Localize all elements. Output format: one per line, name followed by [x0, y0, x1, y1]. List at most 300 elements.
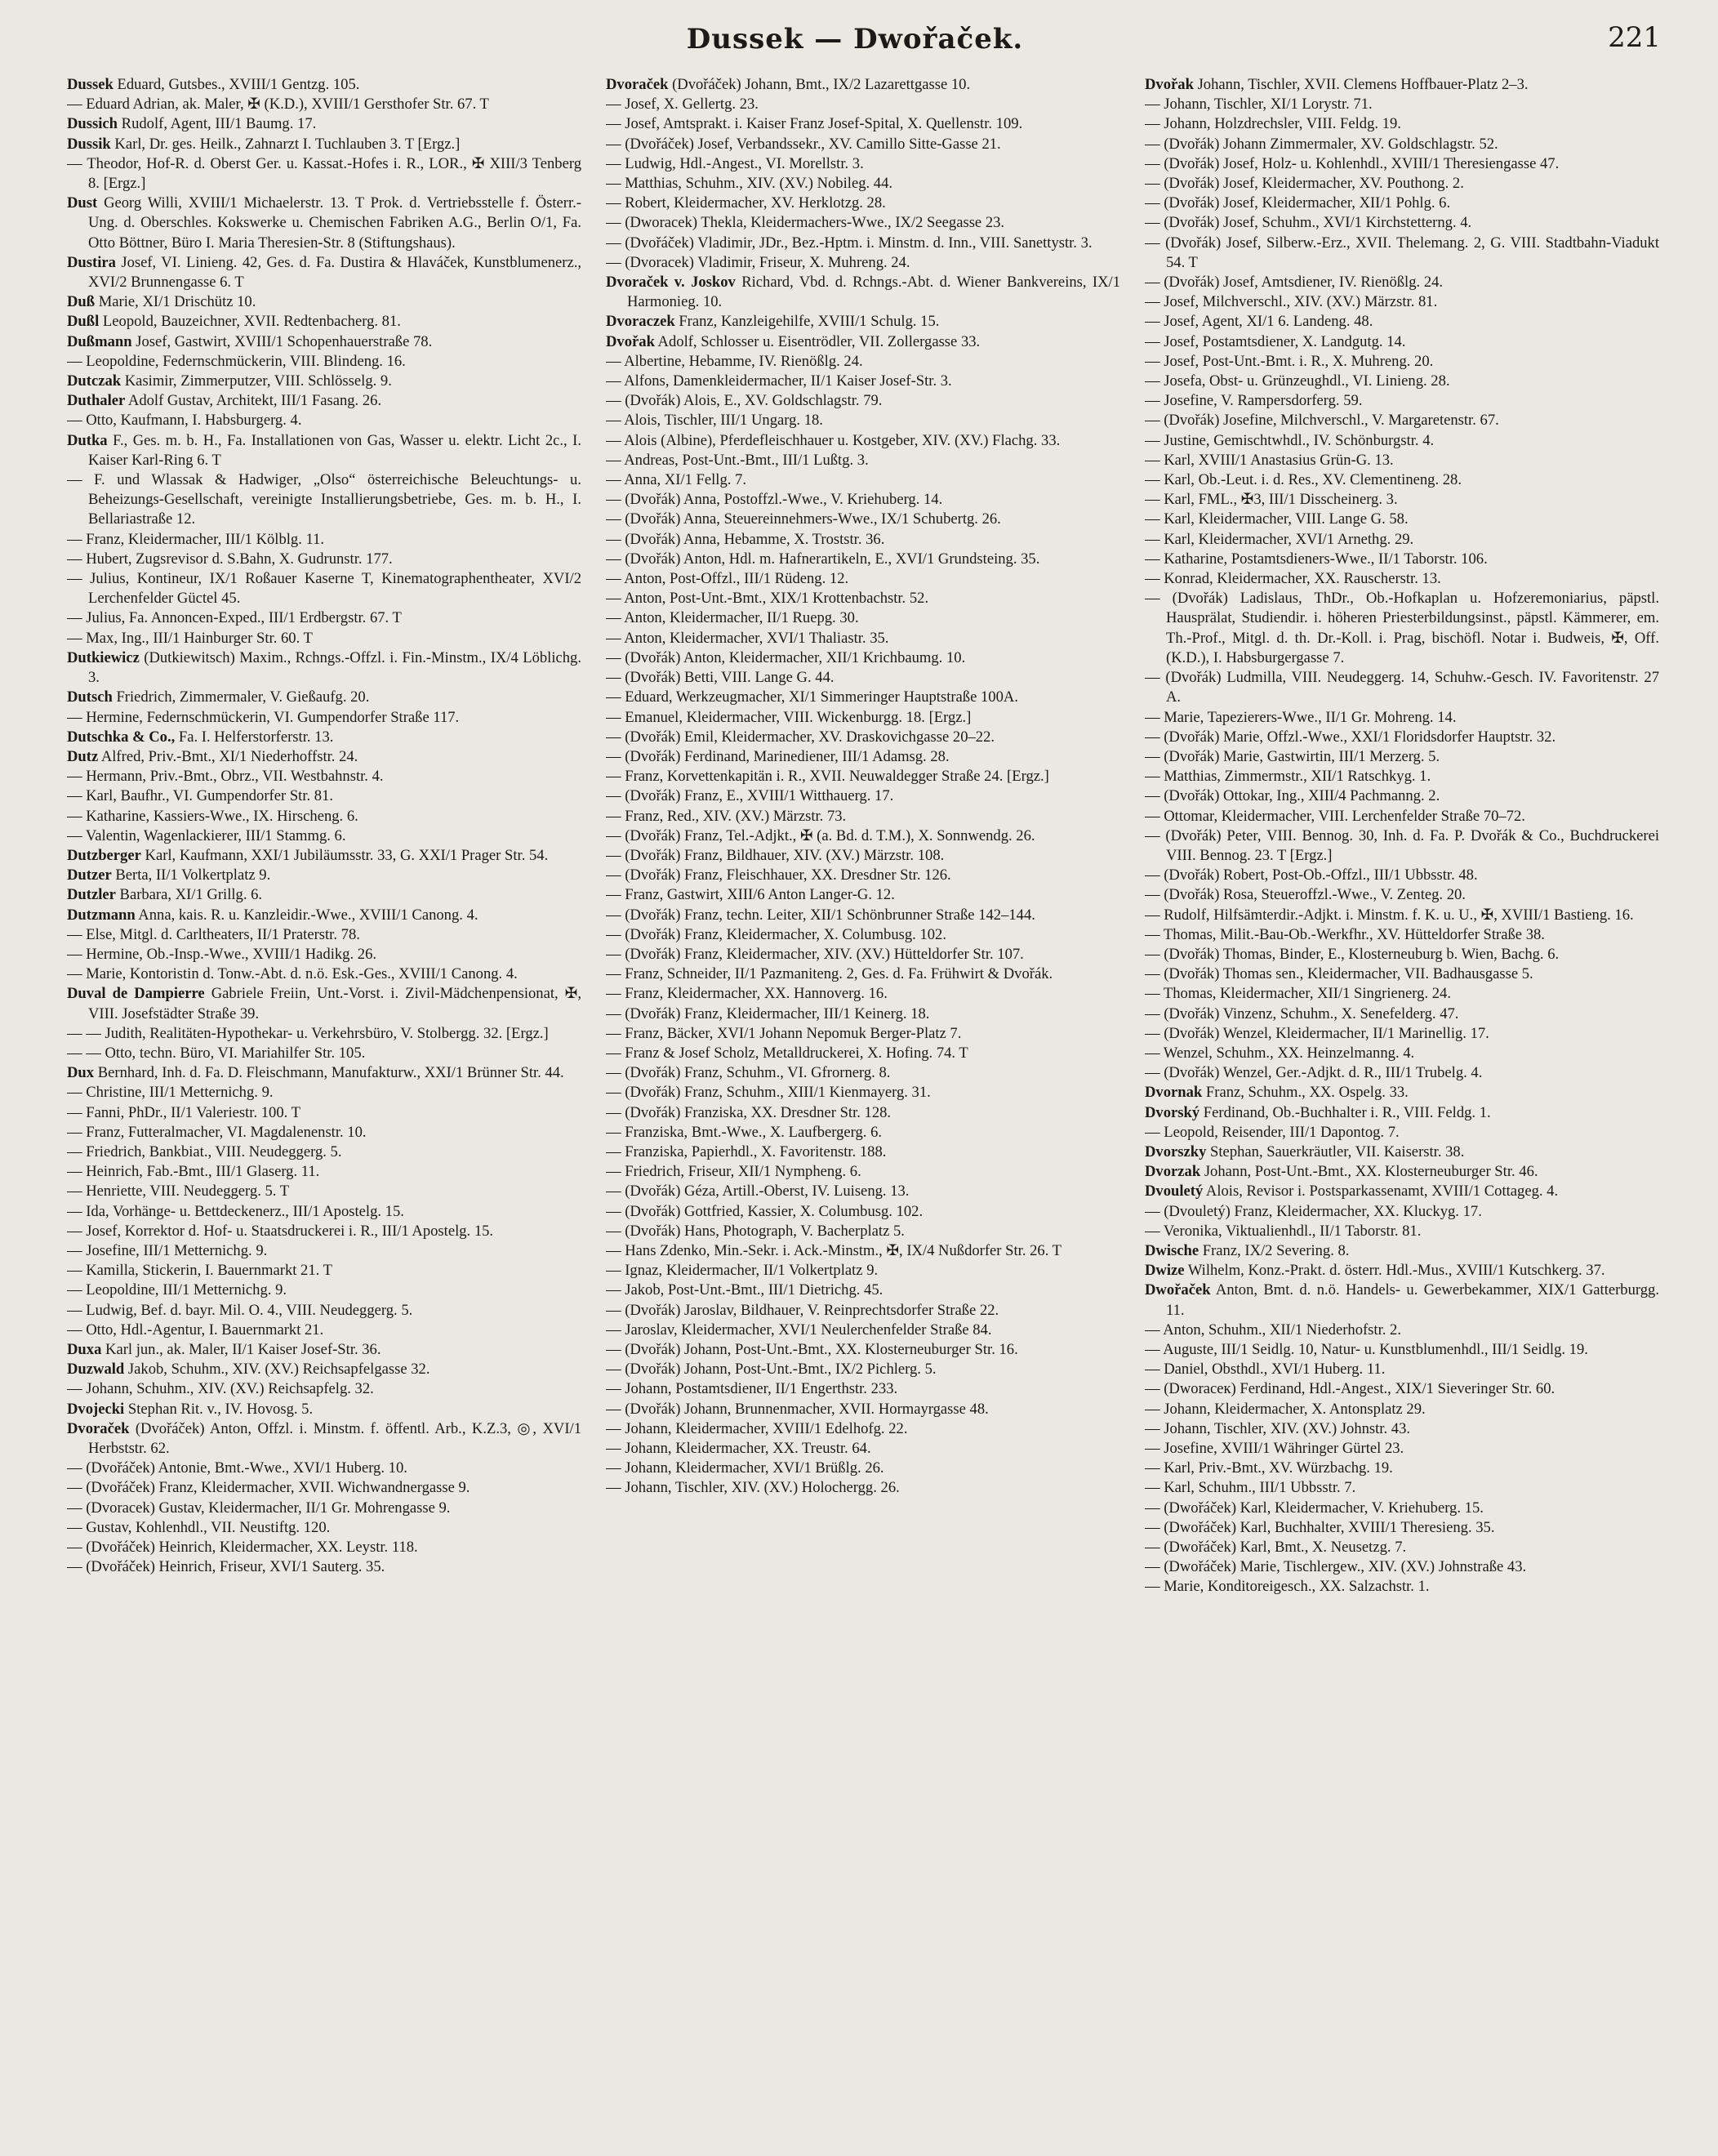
entry-details: — Johann, Kleidermacher, XX. Treustr. 64.: [606, 1440, 871, 1458]
entry-surname: Dutzler: [67, 886, 116, 904]
directory-entry: [606, 391, 1120, 411]
directory-entry: [67, 648, 581, 688]
entry-details: — (Dworacek) Thekla, Kleidermachers-Wwe., IX/2 Seegasse 23.: [606, 214, 1005, 232]
entry-details: — Hans Zdenko, Min.-Sekr. i. Ack.-Minstm., ✠, IX/4 Nußdorfer Str. 26. T: [606, 1241, 1062, 1259]
directory-entry: [606, 1301, 1120, 1321]
entry-details: — F. und Wlassak & Hadwiger, „Olso“ österreichische Beleuchtungs- u. Beheizungs-Gesellschaft, vereinigte Installierungsbetriebe, Ges. m. b. H., I. Bellariastraße 12.: [67, 471, 581, 528]
directory-entry: [606, 1281, 1120, 1300]
entry-details: — Thomas, Kleidermacher, XII/1 Singrienerg. 24.: [1145, 985, 1451, 1003]
directory-entry: [1145, 154, 1659, 174]
entry-details: — (Dwořáček) Marie, Tischlergew., XIV. (XV.) Johnstraße 43.: [1145, 1558, 1527, 1576]
directory-entry: [606, 925, 1120, 945]
entry-details: — (Dwořáček) Karl, Bmt., X. Neusetzg. 7.: [1145, 1539, 1407, 1557]
entry-details: — Alfons, Damenkleidermacher, II/1 Kaiser Josef-Str. 3.: [606, 372, 952, 390]
entry-details: — Hermann, Priv.-Bmt., Obrz., VII. Westbahnstr. 4.: [67, 768, 384, 786]
directory-entry: [67, 352, 581, 372]
directory-entry: [1145, 786, 1659, 806]
directory-entry: [1145, 708, 1659, 728]
directory-entry: [606, 885, 1120, 905]
entry-details: Anton, Bmt. d. n.ö. Handels- u. Gewerbekammer, XIX/1 Gatterburgg. 11.: [1166, 1281, 1659, 1319]
entry-details: — (Dvořák) Ottokar, Ing., XIII/4 Pachmanng. 2.: [1145, 787, 1440, 805]
entry-surname: Dux: [67, 1064, 95, 1082]
directory-entry: [606, 648, 1120, 668]
entry-surname: Dvouletý: [1145, 1183, 1204, 1200]
entry-details: — Theodor, Hof-R. d. Oberst Ger. u. Kassat.-Hofes i. R., LOR., ✠ XIII/3 Tenberg 8. [Ergz.]: [67, 154, 581, 193]
directory-columns: [67, 75, 1659, 2123]
entry-details: — (Dvořák) Thomas sen., Kleidermacher, VII. Badhausgasse 5.: [1145, 965, 1533, 983]
directory-entry: [606, 451, 1120, 470]
directory-entry: [1145, 1222, 1659, 1241]
directory-entry: [1145, 1103, 1659, 1123]
entry-details: — (Dvouletý) Franz, Kleidermacher, XX. Kluckyg. 17.: [1145, 1202, 1482, 1220]
directory-entry: [1145, 510, 1659, 529]
directory-entry: [606, 589, 1120, 608]
entry-details: — (Dvořák) Josef, Kleidermacher, XV. Pouthong. 2.: [1145, 175, 1464, 193]
entry-details: — Ottomar, Kleidermacher, VIII. Lerchenfelder Straße 70–72.: [1145, 807, 1525, 825]
entry-details: — (Dvořák) Betti, VIII. Lange G. 44.: [606, 669, 835, 687]
entry-details: — Marie, Konditoreigesch., XX. Salzachstr. 1.: [1145, 1578, 1430, 1596]
directory-entry: [606, 510, 1120, 529]
entry-details: — (Dvořák) Géza, Artill.-Oberst, IV. Luiseng. 13.: [606, 1183, 910, 1200]
entry-details: — (Dvořák) Franz, Schuhm., XIII/1 Kienmayerg. 31.: [606, 1084, 931, 1102]
entry-details: — (Dvořák) Franz, Fleischhauer, XX. Dresdner Str. 126.: [606, 866, 951, 884]
directory-entry: [67, 372, 581, 391]
directory-entry: [67, 135, 581, 154]
entry-details: — Otto, Kaufmann, I. Habsburgerg. 4.: [67, 412, 302, 430]
directory-entry: [67, 1261, 581, 1281]
directory-entry: [606, 1202, 1120, 1222]
entry-details: — (Dvoracek) Vladimir, Friseur, X. Muhreng. 24.: [606, 253, 910, 271]
directory-entry: [606, 668, 1120, 688]
entry-surname: Dwize: [1145, 1262, 1185, 1280]
entry-surname: Duzwald: [67, 1361, 125, 1379]
directory-entry: [606, 352, 1120, 372]
entry-details: (Dvořáček) Johann, Bmt., IX/2 Lazarettgasse 10.: [668, 76, 971, 93]
entry-details: — Franz, Red., XIV. (XV.) Märzstr. 73.: [606, 807, 847, 825]
directory-entry: [1145, 906, 1659, 925]
directory-entry: [1145, 1321, 1659, 1340]
entry-details: — (Dvořák) Franziska, XX. Dresdner Str. 128.: [606, 1103, 892, 1121]
directory-entry: [606, 550, 1120, 569]
directory-entry: [1145, 292, 1659, 312]
directory-entry: [606, 154, 1120, 174]
entry-details: — (Dvořák) Josef, Holz- u. Kohlenhdl., XVIII/1 Theresiengasse 47.: [1145, 154, 1560, 172]
directory-entry: [606, 708, 1120, 728]
entry-details: Franz, IX/2 Severing. 8.: [1199, 1241, 1350, 1259]
entry-details: — (Dvořák) Hans, Photograph, V. Bacherplatz 5.: [606, 1222, 905, 1240]
entry-details: — Ignaz, Kleidermacher, II/1 Volkertplatz 9.: [606, 1262, 879, 1280]
directory-entry: [67, 1222, 581, 1241]
entry-details: — (Dvořák) Anna, Postoffzl.-Wwe., V. Kriehuberg. 14.: [606, 491, 943, 509]
entry-details: — Heinrich, Fab.-Bmt., III/1 Glaserg. 11.: [67, 1163, 320, 1181]
entry-details: Alois, Revisor i. Postsparkassenamt, XVIII/1 Cottageg. 4.: [1203, 1183, 1559, 1200]
directory-entry: [67, 1182, 581, 1201]
directory-entry: [1145, 826, 1659, 866]
running-title: Dussek — Dwořaček.: [686, 23, 1024, 56]
entry-surname: Dvornak: [1145, 1084, 1203, 1102]
entry-details: — (Dvořák) Franz, Bildhauer, XIV. (XV.) Märzstr. 108.: [606, 846, 945, 864]
directory-entry: [67, 1301, 581, 1321]
directory-entry: [67, 1518, 581, 1538]
entry-details: — Ludwig, Bef. d. bayr. Mil. O. 4., VIII. Neudeggerg. 5.: [67, 1301, 413, 1319]
directory-entry: [67, 1360, 581, 1379]
entry-details: — Fanni, PhDr., II/1 Valeriestr. 100. T: [67, 1103, 300, 1121]
entry-details: — (Dvořák) Vinzenz, Schuhm., X. Senefelderg. 47.: [1145, 1004, 1459, 1022]
directory-entry: [606, 747, 1120, 767]
entry-surname: Duval de Dampierre: [67, 985, 205, 1003]
directory-entry: [606, 312, 1120, 332]
entry-details: — (Dvořáček) Josef, Verbandssekr., XV. Camillo Sitte-Gasse 21.: [606, 135, 1001, 153]
entry-surname: Dutsch: [67, 688, 113, 706]
directory-entry: [1145, 1340, 1659, 1360]
entry-details: — (Dvořák) Josef, Schuhm., XVI/1 Kirchstetterng. 4.: [1145, 214, 1472, 232]
entry-details: — Jaroslav, Kleidermacher, XVI/1 Neulerchenfelder Straße 84.: [606, 1321, 992, 1339]
directory-entry: [606, 1321, 1120, 1340]
directory-entry: [606, 332, 1120, 352]
entry-details: Gabriele Freiin, Unt.-Vorst. i. Zivil-Mädchenpensionat, ✠, VIII. Josefstädter Straße 39.: [88, 985, 581, 1022]
entry-surname: Dutkiewicz: [67, 648, 140, 666]
directory-entry: [606, 194, 1120, 213]
directory-entry: [606, 1162, 1120, 1182]
entry-surname: Dutczak: [67, 372, 122, 390]
entry-details: — Eduard Adrian, ak. Maler, ✠ (K.D.), XVIII/1 Gersthofer Str. 67. T: [67, 96, 489, 114]
entry-details: — (Dvořáček) Franz, Kleidermacher, XVII. Wichwandnergasse 9.: [67, 1479, 470, 1497]
directory-entry: [606, 490, 1120, 510]
directory-entry: [1145, 589, 1659, 668]
directory-entry: [67, 1241, 581, 1261]
entry-details: — (Dvořák) Ludmilla, VIII. Neudeggerg. 14, Schuhw.-Gesch. IV. Favoritenstr. 27 A.: [1145, 669, 1659, 706]
entry-details: Adolf, Schlosser u. Eisentrödler, VII. Zollergasse 33.: [654, 332, 981, 350]
entry-details: — Marie, Kontoristin d. Tonw.-Abt. d. n.ö. Esk.-Ges., XVIII/1 Canong. 4.: [67, 965, 518, 983]
entry-details: Alfred, Priv.-Bmt., XI/1 Niederhoffstr. 24.: [98, 747, 358, 765]
directory-entry: [606, 1083, 1120, 1102]
entry-details: Leopold, Bauzeichner, XVII. Redtenbacherg. 81.: [99, 313, 401, 331]
directory-entry: [1145, 1459, 1659, 1478]
entry-details: — Ida, Vorhänge- u. Bettdeckenerz., III/1 Apostelg. 15.: [67, 1202, 404, 1220]
entry-details: Jakob, Schuhm., XIV. (XV.) Reichsapfelgasse 32.: [124, 1361, 430, 1379]
directory-entry: [1145, 1083, 1659, 1102]
directory-entry: [67, 1123, 581, 1143]
directory-entry: [1145, 1360, 1659, 1379]
entry-details: — Franz, Korvettenkapitän i. R., XVII. Neuwaldegger Straße 24. [Ergz.]: [606, 768, 1049, 786]
entry-details: — Karl, FML., ✠3, III/1 Disscheinerg. 3.: [1145, 491, 1398, 509]
directory-entry: [67, 292, 581, 312]
entry-surname: Dussich: [67, 115, 118, 133]
entry-details: — Rudolf, Hilfsämterdir.-Adjkt. i. Minstm. f. K. u. U., ✠, XVIII/1 Bastieng. 16.: [1145, 906, 1634, 924]
entry-details: — (Dworaceк) Ferdinand, Hdl.-Angest., XIX/1 Sieveringer Str. 60.: [1145, 1380, 1556, 1398]
entry-details: — Josef, Post-Unt.-Bmt. i. R., X. Muhreng. 20.: [1145, 352, 1434, 370]
directory-entry: [1145, 1538, 1659, 1557]
entry-details: — (Dvořák) Franz, Schuhm., VI. Gfrornerg. 8.: [606, 1064, 891, 1082]
entry-details: — Leopoldine, Federnschmückerin, VIII. Blindeng. 16.: [67, 352, 406, 370]
directory-entry: [67, 194, 581, 253]
directory-entry: [67, 1499, 581, 1518]
entry-details: Karl, Dr. ges. Heilk., Zahnarzt I. Tuchlauben 3. T [Ergz.]: [110, 135, 461, 153]
entry-details: — — Otto, techn. Büro, VI. Mariahilfer Str. 105.: [67, 1044, 366, 1062]
entry-details: Barbara, XI/1 Grillg. 6.: [115, 886, 263, 904]
directory-entry: [606, 1024, 1120, 1044]
entry-details: — Josef, Postamtsdiener, X. Landgutg. 14.: [1145, 332, 1406, 350]
entry-details: — Johann, Schuhm., XIV. (XV.) Reichsapfelg. 32.: [67, 1380, 374, 1398]
entry-details: — (Dvořáček) Heinrich, Friseur, XVI/1 Sauterg. 35.: [67, 1558, 385, 1576]
entry-details: — (Dvoracek) Gustav, Kleidermacher, II/1 Gr. Mohrengasse 9.: [67, 1499, 451, 1517]
entry-surname: Dvořak: [606, 332, 655, 350]
entry-surname: Dvoraczek: [606, 313, 675, 331]
directory-entry: [1145, 391, 1659, 411]
directory-entry: [606, 1459, 1120, 1478]
directory-entry: [67, 885, 581, 905]
entry-details: — Robert, Kleidermacher, XV. Herklotzg. 28.: [606, 194, 886, 212]
directory-entry: [1145, 747, 1659, 767]
directory-entry: [606, 1222, 1120, 1241]
directory-entry: [606, 984, 1120, 1004]
directory-entry: [1145, 1439, 1659, 1459]
directory-entry: [606, 964, 1120, 984]
entry-details: — Jakob, Post-Unt.-Bmt., III/1 Dietrichg. 45.: [606, 1281, 883, 1299]
directory-entry: [606, 1439, 1120, 1459]
entry-details: — Else, Mitgl. d. Carltheaters, II/1 Praterstr. 78.: [67, 925, 360, 943]
directory-entry: [1145, 984, 1659, 1004]
entry-details: — (Dvořák) Johann, Post-Unt.-Bmt., XX. Klosterneuburger Str. 16.: [606, 1341, 1018, 1358]
directory-entry: [67, 1340, 581, 1360]
directory-entry: [67, 866, 581, 885]
directory-entry: [606, 213, 1120, 233]
entry-details: Eduard, Gutsbes., XVIII/1 Gentzg. 105.: [113, 76, 360, 93]
directory-entry: [1145, 807, 1659, 826]
entry-surname: Dvojecki: [67, 1400, 125, 1418]
entry-details: Franz, Schuhm., XX. Ospelg. 33.: [1202, 1084, 1409, 1102]
entry-details: — (Dvořák) Anton, Kleidermacher, XII/1 Krichbaumg. 10.: [606, 648, 966, 666]
entry-details: — Franziska, Bmt.-Wwe., X. Laufbergerg. 6.: [606, 1123, 883, 1141]
directory-entry: [67, 608, 581, 628]
entry-details: — Anna, XI/1 Fellg. 7.: [606, 471, 746, 489]
entry-details: — Johann, Holzdrechsler, VIII. Feldg. 19.: [1145, 115, 1401, 133]
entry-details: — (Dvořák) Anton, Hdl. m. Hafnerartikeln, E., XVI/1 Grundsteing. 35.: [606, 550, 1040, 568]
directory-entry: [67, 1459, 581, 1478]
entry-details: (Dvořáček) Anton, Offzl. i. Minstm. f. öffentl. Arb., K.Z.3, ◎, XVI/1 Herbststr. 62.: [88, 1419, 581, 1458]
directory-entry: [606, 530, 1120, 550]
entry-details: — (Dvořák) Marie, Gastwirtin, III/1 Merzerg. 5.: [1145, 747, 1440, 765]
entry-details: — Hermine, Ob.-Insp.-Wwe., XVIII/1 Hadikg. 26.: [67, 945, 377, 963]
entry-details: Georg Willi, XVIII/1 Michaelerstr. 13. T Prok. d. Vertriebsstelle f. Österr.-Ung. d. Oberschles. Kokswerke u. Chemischen Fabriken A.G., Berlin O/1, Fa. Otto Böttner, Büro I. Maria Theresien-Str. 8 (Stiftungshaus).: [88, 194, 581, 252]
column-left: [67, 75, 581, 2123]
entry-surname: Dutz: [67, 747, 99, 765]
directory-entry: [606, 1182, 1120, 1201]
entry-details: — Karl, Priv.-Bmt., XV. Würzbachg. 19.: [1145, 1459, 1393, 1477]
entry-details: Stephan, Sauerkräutler, VII. Kaiserstr. 38.: [1206, 1143, 1465, 1160]
entry-details: — Karl, Baufhr., VI. Gumpendorfer Str. 81.: [67, 787, 334, 805]
entry-details: — Wenzel, Schuhm., XX. Heinzelmanng. 4.: [1145, 1044, 1415, 1062]
entry-details: — Johann, Kleidermacher, XVI/1 Brüßlg. 26.: [606, 1459, 884, 1477]
entry-details: — Julius, Kontineur, IX/1 Roßauer Kaserne T, Kinematographentheater, XVI/2 Lerchenfelder Güctel 45.: [67, 570, 581, 608]
directory-entry: [67, 1400, 581, 1419]
entry-details: — Friedrich, Bankbiat., VIII. Neudeggerg. 5.: [67, 1143, 342, 1160]
entry-details: — (Dvořák) Thomas, Binder, E., Klosterneuburg b. Wien, Bachg. 6.: [1145, 945, 1560, 963]
entry-details: — Marie, Tapezierers-Wwe., II/1 Gr. Mohreng. 14.: [1145, 708, 1457, 726]
entry-surname: Dutzer: [67, 866, 112, 884]
directory-entry: [67, 747, 581, 767]
directory-entry: [606, 114, 1120, 134]
entry-details: F., Ges. m. b. H., Fa. Installationen von Gas, Wasser u. elektr. Licht 2c., I. Kaiser Karl-Ring 6. T: [88, 431, 581, 469]
directory-entry: [1145, 767, 1659, 786]
entry-details: — (Dvořák) Josef, Silberw.-Erz., XVII. Thelemang. 2, G. VIII. Stadtbahn-Viadukt 54. T: [1145, 234, 1659, 271]
directory-entry: [67, 846, 581, 866]
entry-details: Marie, XI/1 Drischütz 10.: [95, 293, 256, 311]
entry-surname: Dvoraček: [606, 76, 669, 93]
entry-details: — Henriette, VIII. Neudeggerg. 5. T: [67, 1183, 290, 1200]
entry-details: — Friedrich, Friseur, XII/1 Nympheng. 6.: [606, 1163, 861, 1181]
directory-entry: [67, 688, 581, 707]
entry-details: — (Dvořáček) Vladimir, JDr., Bez.-Hptm. i. Minstm. d. Inn., VIII. Sanettystr. 3.: [606, 234, 1093, 252]
entry-details: — Konrad, Kleidermacher, XX. Rauscherstr. 13.: [1145, 570, 1441, 588]
directory-entry: [1145, 945, 1659, 964]
entry-details: — Anton, Schuhm., XII/1 Niederhofstr. 2.: [1145, 1321, 1401, 1339]
entry-details: — Franz, Futteralmacher, VI. Magdalenenstr. 10.: [67, 1123, 367, 1141]
entry-details: — Franz, Kleidermacher, XX. Hannoverg. 16.: [606, 985, 888, 1003]
directory-entry: [1145, 451, 1659, 470]
entry-details: — (Dvořák) Gottfried, Kassier, X. Columbusg. 102.: [606, 1202, 924, 1220]
directory-entry: [67, 470, 581, 530]
directory-entry: [1145, 114, 1659, 134]
directory-entry: [67, 1024, 581, 1044]
directory-entry: [67, 1538, 581, 1557]
directory-entry: [606, 945, 1120, 964]
entry-details: — (Dvořák) Franz, Tel.-Adjkt., ✠ (a. Bd. d. T.M.), X. Sonnwendg. 26.: [606, 826, 1035, 844]
directory-entry: [67, 1063, 581, 1083]
entry-details: Johann, Post-Unt.-Bmt., XX. Klosterneuburger Str. 46.: [1200, 1163, 1538, 1181]
entry-details: — Emanuel, Kleidermacher, VIII. Wickenburgg. 18. [Ergz.]: [606, 708, 972, 726]
directory-entry: [1145, 1162, 1659, 1182]
entry-details: — (Dwořáček) Karl, Kleidermacher, V. Kriehuberg. 15.: [1145, 1499, 1484, 1517]
directory-entry: [1145, 1241, 1659, 1261]
entry-details: — (Dvořák) Josefine, Milchverschl., V. Margaretenstr. 67.: [1145, 412, 1499, 430]
directory-entry: [67, 391, 581, 411]
directory-entry: [1145, 550, 1659, 569]
directory-entry: [606, 688, 1120, 707]
directory-entry: [1145, 1044, 1659, 1063]
directory-entry: [606, 629, 1120, 648]
directory-entry: [606, 1261, 1120, 1281]
page-header: [49, 18, 1661, 67]
directory-entry: [606, 1063, 1120, 1083]
directory-entry: [606, 95, 1120, 114]
entry-details: — Johann, Tischler, XIV. (XV.) Johnstr. 43.: [1145, 1419, 1411, 1437]
entry-details: — (Dvořák) Josef, Kleidermacher, XII/1 Pohlg. 6.: [1145, 194, 1451, 212]
directory-entry: [1145, 174, 1659, 194]
entry-details: — Josefine, III/1 Metternichg. 9.: [67, 1241, 268, 1259]
directory-entry: [67, 1143, 581, 1162]
entry-surname: Dvoraček: [67, 1419, 130, 1437]
directory-entry: [1145, 728, 1659, 747]
entry-details: — Johann, Kleidermacher, XVIII/1 Edelhofg. 22.: [606, 1419, 908, 1437]
directory-entry: [1145, 1063, 1659, 1083]
directory-entry: [606, 786, 1120, 806]
directory-entry: [1145, 411, 1659, 430]
directory-entry: [606, 1360, 1120, 1379]
directory-entry: [1145, 1202, 1659, 1222]
entry-details: — — Judith, Realitäten-Hypothekar- u. Verkehrsbüro, V. Stolbergg. 32. [Ergz.]: [67, 1024, 549, 1042]
directory-entry: [1145, 1143, 1659, 1162]
directory-entry: [606, 1004, 1120, 1024]
entry-details: — (Dvořák) Jaroslav, Bildhauer, V. Reinprechtsdorfer Straße 22.: [606, 1301, 999, 1319]
entry-details: — (Dvořáček) Heinrich, Kleidermacher, XX. Leystr. 118.: [67, 1539, 418, 1557]
directory-entry: [1145, 1419, 1659, 1439]
directory-entry: [1145, 1518, 1659, 1538]
directory-entry: [67, 807, 581, 826]
entry-details: — Matthias, Schuhm., XIV. (XV.) Nobileg. 44.: [606, 175, 893, 193]
directory-entry: [1145, 1478, 1659, 1498]
entry-surname: Dußl: [67, 313, 100, 331]
directory-entry: [606, 273, 1120, 312]
directory-entry: [67, 114, 581, 134]
entry-details: — (Dvořák) Johann, Brunnenmacher, XVII. Hormayrgasse 48.: [606, 1400, 989, 1418]
entry-details: — Josef, Korrektor d. Hof- u. Staatsdruckerei i. R., III/1 Apostelg. 15.: [67, 1222, 494, 1240]
directory-entry: [606, 826, 1120, 846]
directory-entry: [67, 530, 581, 550]
entry-details: — Anton, Kleidermacher, II/1 Ruepg. 30.: [606, 609, 859, 627]
entry-surname: Duxa: [67, 1341, 102, 1358]
entry-surname: Duthaler: [67, 392, 126, 410]
entry-details: — Matthias, Zimmermstr., XII/1 Ratschkyg. 1.: [1145, 768, 1431, 786]
entry-details: Karl jun., ak. Maler, II/1 Kaiser Josef-Str. 36.: [101, 1341, 381, 1358]
directory-entry: [67, 964, 581, 984]
directory-entry: [1145, 1400, 1659, 1419]
directory-entry: [1145, 490, 1659, 510]
entry-details: — Karl, Schuhm., III/1 Ubbsstr. 7.: [1145, 1479, 1356, 1497]
directory-entry: [606, 866, 1120, 885]
entry-details: — Josefa, Obst- u. Grünzeughdl., VI. Linieng. 28.: [1145, 372, 1450, 390]
entry-details: (Dutkiewitsch) Maxim., Rchngs.-Offzl. i. Fin.-Minstm., IX/4 Löblichg. 3.: [88, 648, 581, 687]
directory-entry: [67, 1419, 581, 1459]
directory-entry: [606, 135, 1120, 154]
entry-details: — Valentin, Wagenlackierer, III/1 Stammg. 6.: [67, 826, 346, 844]
entry-surname: Dussek: [67, 76, 113, 93]
entry-details: Johann, Tischler, XVII. Clemens Hoffbauer-Platz 2–3.: [1193, 76, 1529, 93]
directory-entry: [1145, 1379, 1659, 1399]
entry-details: — Johann, Tischler, XIV. (XV.) Holochergg. 26.: [606, 1479, 900, 1497]
directory-entry: [67, 1379, 581, 1399]
entry-details: — (Dvořák) Emil, Kleidermacher, XV. Draskovichgasse 20–22.: [606, 728, 995, 746]
entry-details: — (Dvořák) Franz, E., XVIII/1 Witthauerg. 17.: [606, 787, 894, 805]
entry-details: — Justine, Gemischtwhdl., IV. Schönburgstr. 4.: [1145, 431, 1435, 449]
directory-entry: [67, 984, 581, 1023]
directory-entry: [606, 431, 1120, 451]
entry-details: Josef, Gastwirt, XVIII/1 Schopenhauerstraße 78.: [131, 332, 433, 350]
entry-details: — Johann, Tischler, XI/1 Lorystr. 71.: [1145, 96, 1373, 114]
directory-entry: [67, 906, 581, 925]
page-number: 221: [1608, 21, 1661, 54]
entry-details: — (Dvořák) Josef, Amtsdiener, IV. Rienößlg. 24.: [1145, 274, 1444, 292]
directory-entry: [1145, 75, 1659, 95]
entry-surname: Dust: [67, 194, 98, 212]
entry-details: — Alois, Tischler, III/1 Ungarg. 18.: [606, 412, 823, 430]
entry-surname: Dwořaček: [1145, 1281, 1211, 1299]
directory-entry: [1145, 1499, 1659, 1518]
directory-entry: [67, 550, 581, 569]
entry-details: — (Dvořák) Franz, Kleidermacher, III/1 Keinerg. 18.: [606, 1004, 930, 1022]
directory-entry: [1145, 866, 1659, 885]
entry-details: — Franz, Gastwirt, XIII/6 Anton Langer-G. 12.: [606, 886, 895, 904]
entry-details: — Franz, Bäcker, XVI/1 Johann Nepomuk Berger-Platz 7.: [606, 1024, 962, 1042]
entry-details: — (Dvořák) Rosa, Steueroffzl.-Wwe., V. Zenteg. 20.: [1145, 886, 1466, 904]
entry-details: — Franz, Kleidermacher, III/1 Kölblg. 11.: [67, 530, 325, 548]
entry-details: — Andreas, Post-Unt.-Bmt., III/1 Lußtg. 3.: [606, 451, 869, 469]
entry-details: — (Dvořáček) Antonie, Bmt.-Wwe., XVI/1 Huberg. 10.: [67, 1459, 407, 1477]
directory-entry: [67, 1478, 581, 1498]
entry-details: — (Dvořák) Franz, Kleidermacher, XIV. (XV.) Hütteldorfer Str. 107.: [606, 945, 1024, 963]
directory-entry: [606, 728, 1120, 747]
directory-entry: [1145, 1577, 1659, 1597]
